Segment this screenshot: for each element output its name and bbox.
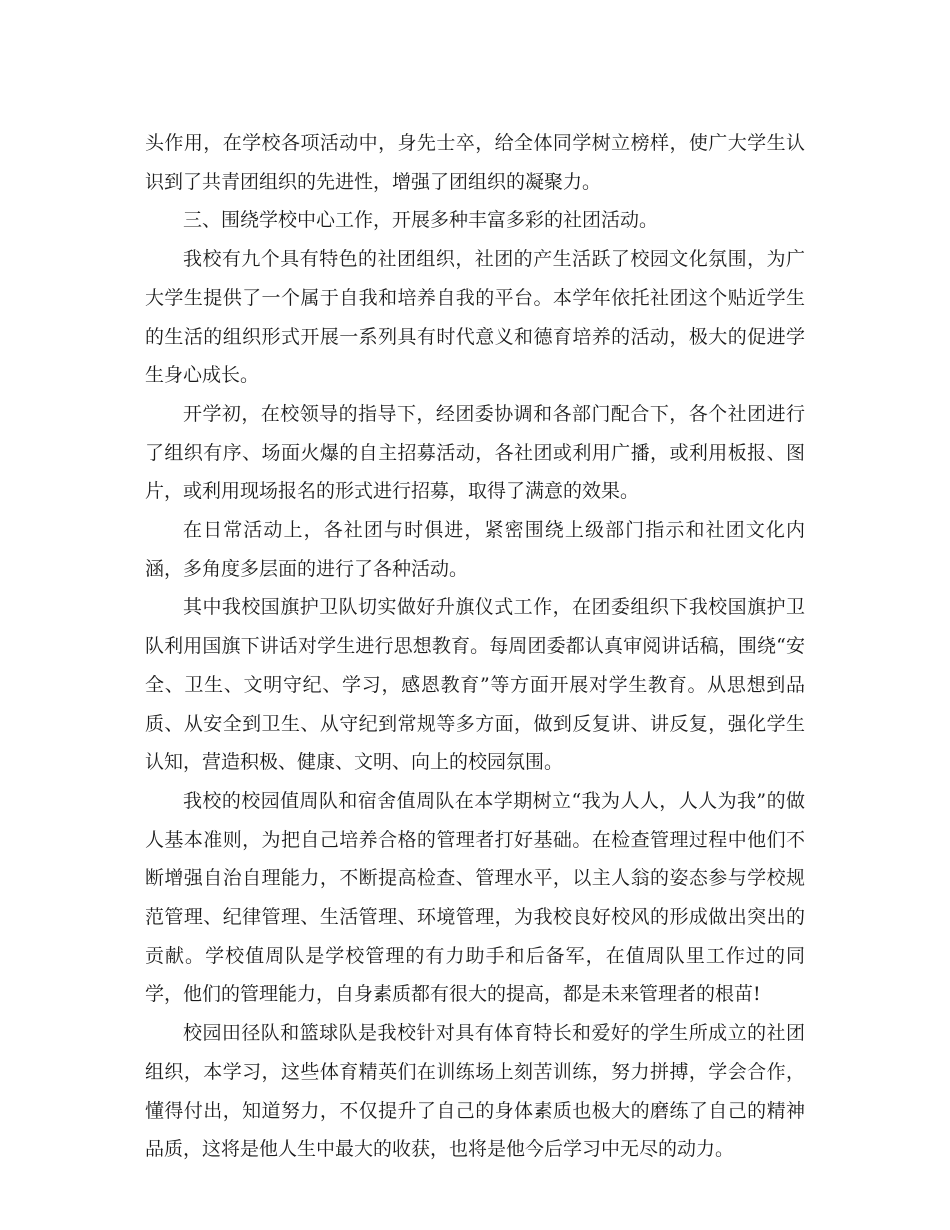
- paragraph-recruitment: 开学初，在校领导的指导下，经团委协调和各部门配合下，各个社团进行了组织有序、场面火爆的自主招募活动，各社团或利用广播，或利用板报、图片，或利用现场报名的形式进行招募，取得了满意的效果。: [145, 402, 805, 503]
- paragraph-sports-teams: 校园田径队和篮球队是我校针对具有体育特长和爱好的学生所成立的社团组织，本学习，这些体育精英们在训练场上刻苦训练，努力拼搏，学会合作，懂得付出，知道努力，不仅提升了自己的身体素质也极大的磨练了自己的精神品质，这将是他人生中最大的收获，也将是他今后学习中无尽的动力。: [145, 1022, 805, 1161]
- paragraph-daily-activities: 在日常活动上，各社团与时俱进，紧密围绕上级部门指示和社团文化内涵，多角度多层面的进行了各种活动。: [145, 519, 805, 580]
- paragraph-duty-team: 我校的校园值周队和宿舍值周队在本学期树立“我为人人，人人为我”的做人基本准则，为把自己培养合格的管理者打好基础。在检查管理过程中他们不断增强自治自理能力，不断提高检查、管理水平，以主人翁的姿态参与学校规范管理、纪律管理、生活管理、环境管理，为我校良好校风的形成做出突出的贡献。学校值周队是学校管理的有力助手和后备军，在值周队里工作过的同学，他们的管理能力，自身素质都有很大的提高，都是未来管理者的根苗!: [145, 789, 805, 1006]
- paragraph-continued-intro: 头作用，在学校各项活动中，身先士卒，给全体同学树立榜样，使广大学生认识到了共青团组织的先进性，增强了团组织的凝聚力。: [145, 132, 805, 193]
- section-heading-three: 三、围绕学校中心工作，开展多种丰富多彩的社团活动。: [183, 209, 659, 232]
- document-body: [145, 124, 805, 1169]
- paragraph-flag-guard: 其中我校国旗护卫队切实做好升旗仪式工作，在团委组织下我校国旗护卫队利用国旗下讲话对学生进行思想教育。每周团委都认真审阅讲话稿，围绕“安全、卫生、文明守纪、学习，感恩教育”等方面开展对学生教育。从思想到品质、从安全到卫生、从守纪到常规等多方面，做到反复讲、讲反复，强化学生认知，营造积极、健康、文明、向上的校园氛围。: [145, 596, 805, 774]
- paragraph-clubs-overview: 我校有九个具有特色的社团组织，社团的产生活跃了校园文化氛围，为广大学生提供了一个属于自我和培养自我的平台。本学年依托社团这个贴近学生的生活的组织形式开展一系列具有时代意义和德育培养的活动，极大的促进学生身心成长。: [145, 248, 805, 387]
